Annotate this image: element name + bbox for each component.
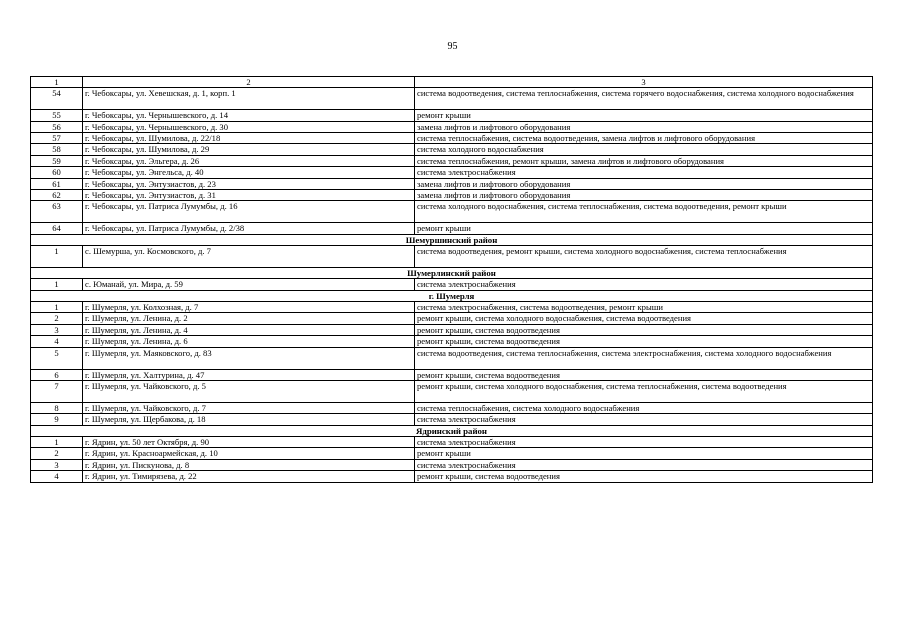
row-address: г. Чебоксары, ул. Патриса Лумумбы, д. 2/38 <box>83 223 415 234</box>
row-works: система холодного водоснабжения <box>415 144 873 155</box>
section-header-row <box>31 234 873 245</box>
table-row <box>31 178 873 189</box>
row-works: замена лифтов и лифтового оборудования <box>415 121 873 132</box>
row-works: ремонт крыши, система холодного водоснабжения, система водоотведения <box>415 313 873 324</box>
row-number: 1 <box>31 302 83 313</box>
table-row <box>31 459 873 470</box>
row-works: ремонт крыши <box>415 110 873 121</box>
row-number: 2 <box>31 313 83 324</box>
table-row <box>31 223 873 234</box>
row-address: г. Чебоксары, ул. Шумилова, д. 22/18 <box>83 133 415 144</box>
row-works: система водоотведения, система теплоснабжения, система горячего водоснабжения, система холодного водоснабжения <box>415 88 873 110</box>
table-row <box>31 336 873 347</box>
row-works: система электроснабжения <box>415 414 873 425</box>
row-address: г. Шумерля, ул. Щербакова, д. 18 <box>83 414 415 425</box>
row-address: г. Ядрин, ул. Пискунова, д. 8 <box>83 459 415 470</box>
table-row <box>31 302 873 313</box>
table-row <box>31 448 873 459</box>
row-number: 60 <box>31 167 83 178</box>
row-works: система электроснабжения <box>415 459 873 470</box>
row-address: г. Ядрин, ул. Тимирязева, д. 22 <box>83 471 415 482</box>
row-address: г. Шумерля, ул. Халтурина, д. 47 <box>83 369 415 380</box>
row-works: ремонт крыши <box>415 223 873 234</box>
header-row <box>31 77 873 88</box>
table-row <box>31 201 873 223</box>
page-number: 95 <box>447 41 458 52</box>
row-works: система электроснабжения <box>415 167 873 178</box>
table-body <box>31 77 873 483</box>
row-works: система водоотведения, система теплоснабжения, система электроснабжения, система холодного водоснабжения <box>415 347 873 369</box>
row-number: 1 <box>31 436 83 447</box>
table-row <box>31 414 873 425</box>
row-number: 7 <box>31 380 83 402</box>
row-works: система электроснабжения <box>415 279 873 290</box>
table-row <box>31 471 873 482</box>
section-header-row <box>31 425 873 436</box>
row-works: система теплоснабжения, система водоотведения, замена лифтов и лифтового оборудования <box>415 133 873 144</box>
row-number: 4 <box>31 471 83 482</box>
row-number: 56 <box>31 121 83 132</box>
row-works: замена лифтов и лифтового оборудования <box>415 178 873 189</box>
table-row <box>31 380 873 402</box>
row-number: 1 <box>31 279 83 290</box>
row-works: система электроснабжения <box>415 436 873 447</box>
table-row <box>31 313 873 324</box>
column-header-works: 3 <box>415 77 873 88</box>
row-works: система водоотведения, ремонт крыши, система холодного водоснабжения, система теплоснабжения <box>415 246 873 268</box>
row-address: г. Шумерля, ул. Ленина, д. 4 <box>83 324 415 335</box>
row-address: г. Ядрин, ул. 50 лет Октября, д. 90 <box>83 436 415 447</box>
table-row <box>31 279 873 290</box>
section-title: Шумерлинский район <box>31 267 873 278</box>
row-address: с. Юманай, ул. Мира, д. 59 <box>83 279 415 290</box>
table-row <box>31 144 873 155</box>
row-address: г. Чебоксары, ул. Патриса Лумумбы, д. 16 <box>83 201 415 223</box>
row-number: 55 <box>31 110 83 121</box>
row-number: 6 <box>31 369 83 380</box>
row-works: ремонт крыши <box>415 448 873 459</box>
row-number: 9 <box>31 414 83 425</box>
table-row <box>31 436 873 447</box>
row-number: 57 <box>31 133 83 144</box>
row-works: система электроснабжения, система водоотведения, ремонт крыши <box>415 302 873 313</box>
row-number: 3 <box>31 459 83 470</box>
section-title: Ядринский район <box>31 425 873 436</box>
table-row <box>31 369 873 380</box>
row-works: система теплоснабжения, система холодного водоснабжения <box>415 402 873 413</box>
row-address: г. Чебоксары, ул. Шумилова, д. 29 <box>83 144 415 155</box>
row-address: г. Шумерля, ул. Маяковского, д. 83 <box>83 347 415 369</box>
row-number: 62 <box>31 190 83 201</box>
table-row <box>31 167 873 178</box>
row-address: г. Чебоксары, ул. Энгельса, д. 40 <box>83 167 415 178</box>
row-number: 58 <box>31 144 83 155</box>
row-address: г. Шумерля, ул. Колхозная, д. 7 <box>83 302 415 313</box>
row-address: с. Шемурша, ул. Космовского, д. 7 <box>83 246 415 268</box>
registry-table <box>30 76 873 483</box>
section-header-row <box>31 267 873 278</box>
row-address: г. Шумерля, ул. Ленина, д. 6 <box>83 336 415 347</box>
section-header-row <box>31 290 873 301</box>
row-address: г. Чебоксары, ул. Хевешская, д. 1, корп. 1 <box>83 88 415 110</box>
row-address: г. Шумерля, ул. Чайковского, д. 7 <box>83 402 415 413</box>
section-title: Шемуршинский район <box>31 234 873 245</box>
row-works: ремонт крыши, система водоотведения <box>415 336 873 347</box>
section-title: г. Шумерля <box>31 290 873 301</box>
table-row <box>31 133 873 144</box>
row-number: 5 <box>31 347 83 369</box>
row-works: ремонт крыши, система холодного водоснабжения, система теплоснабжения, система водоотведения <box>415 380 873 402</box>
row-number: 2 <box>31 448 83 459</box>
table-row <box>31 121 873 132</box>
table-row <box>31 347 873 369</box>
table-row <box>31 110 873 121</box>
row-works: замена лифтов и лифтового оборудования <box>415 190 873 201</box>
row-address: г. Чебоксары, ул. Чернышевского, д. 30 <box>83 121 415 132</box>
row-works: система холодного водоснабжения, система теплоснабжения, система водоотведения, ремонт крыши <box>415 201 873 223</box>
table-row <box>31 88 873 110</box>
row-works: ремонт крыши, система водоотведения <box>415 471 873 482</box>
row-number: 63 <box>31 201 83 223</box>
column-header-number: 1 <box>31 77 83 88</box>
row-address: г. Чебоксары, ул. Чернышевского, д. 14 <box>83 110 415 121</box>
row-works: система теплоснабжения, ремонт крыши, замена лифтов и лифтового оборудования <box>415 155 873 166</box>
row-number: 1 <box>31 246 83 268</box>
row-address: г. Шумерля, ул. Ленина, д. 2 <box>83 313 415 324</box>
table-row <box>31 402 873 413</box>
column-header-address: 2 <box>83 77 415 88</box>
row-number: 8 <box>31 402 83 413</box>
row-number: 64 <box>31 223 83 234</box>
row-address: г. Шумерля, ул. Чайковского, д. 5 <box>83 380 415 402</box>
row-number: 59 <box>31 155 83 166</box>
row-address: г. Чебоксары, ул. Энтузиастов, д. 23 <box>83 178 415 189</box>
row-number: 3 <box>31 324 83 335</box>
row-number: 61 <box>31 178 83 189</box>
row-address: г. Чебоксары, ул. Энтузиастов, д. 31 <box>83 190 415 201</box>
row-works: ремонт крыши, система водоотведения <box>415 369 873 380</box>
table-row <box>31 190 873 201</box>
table-row <box>31 155 873 166</box>
row-number: 4 <box>31 336 83 347</box>
row-address: г. Ядрин, ул. Красноармейская, д. 10 <box>83 448 415 459</box>
row-works: ремонт крыши, система водоотведения <box>415 324 873 335</box>
row-address: г. Чебоксары, ул. Эльгера, д. 26 <box>83 155 415 166</box>
table-row <box>31 246 873 268</box>
row-number: 54 <box>31 88 83 110</box>
table-row <box>31 324 873 335</box>
